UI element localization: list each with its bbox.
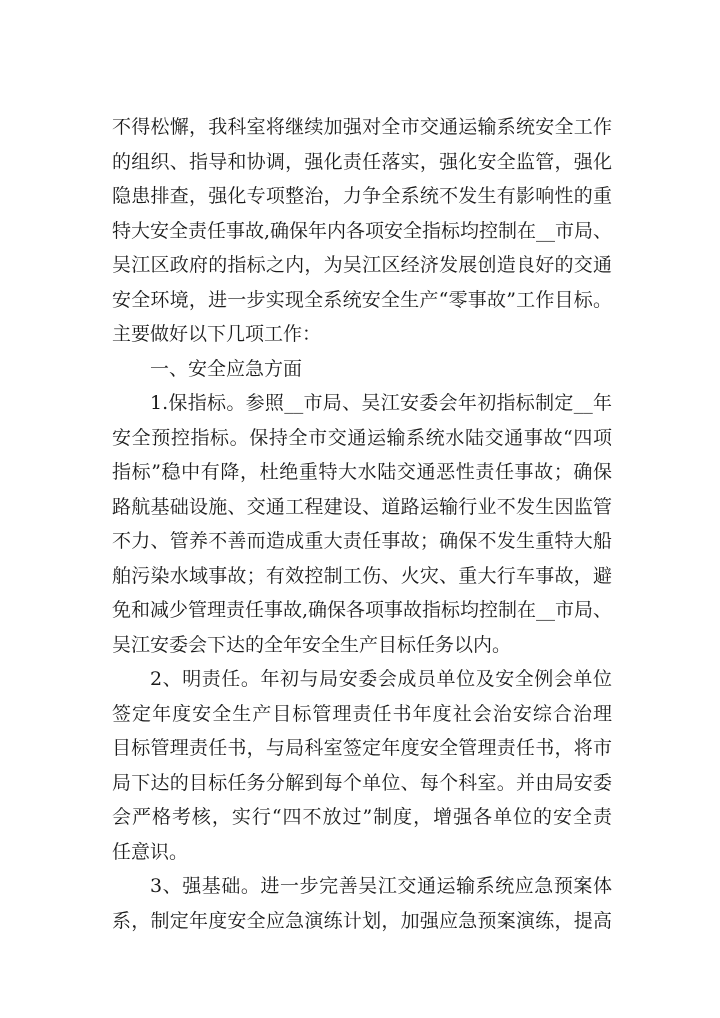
section-heading: 一、安全应急方面 [150, 357, 303, 380]
text-line: 舶污染水域事故；有效控制工伤、火灾、重大行车事故，避 [112, 564, 612, 587]
text-line: 会严格考核，实行“四不放过”制度，增强各单位的安全责 [112, 806, 612, 828]
text-line: 签定年度安全生产目标管理责任书年度社会治安综合治理 [112, 702, 612, 725]
text-line: 吴江区政府的指标之内，为吴江区经济发展创造良好的交通 [112, 254, 612, 276]
text-line: 主要做好以下几项工作： [112, 323, 322, 345]
text-line: 免和减少管理责任事故,确保各项事故指标均控制在__市局、 [112, 599, 613, 621]
text-line: 局下达的目标任务分解到每个单位、每个科室。并由局安委 [112, 771, 612, 794]
text-line: 隐患排查，强化专项整治，力争全系统不发生有影响性的重 [112, 185, 612, 207]
text-line: 特大安全责任事故,确保年内各项安全指标均控制在__市局、 [112, 219, 613, 242]
text-line: 1.保指标。参照__市局、吴江安委会年初指标制定__年 [150, 392, 612, 414]
text-line: 指标”稳中有降，杜绝重特大水陆交通恶性责任事故；确保 [112, 461, 612, 483]
text-line: 任意识。 [112, 840, 189, 863]
text-line: 的组织、指导和协调，强化责任落实，强化安全监管，强化 [112, 150, 612, 173]
document-body [112, 116, 612, 944]
text-line: 安全环境，进一步实现全系统安全生产“零事故”工作目标。 [112, 288, 612, 311]
text-line: 路航基础设施、交通工程建设、道路运输行业不发生因监管 [112, 495, 612, 518]
text-line: 2、明责任。年初与局安委会成员单位及安全例会单位 [150, 668, 612, 690]
text-line: 吴江安委会下达的全年安全生产目标任务以内。 [112, 633, 512, 656]
text-line: 3、强基础。进一步完善吴江交通运输系统应急预案体 [150, 875, 612, 897]
text-line: 系，制定年度安全应急演练计划，加强应急预案演练，提高 [112, 909, 612, 932]
text-line: 安全预控指标。保持全市交通运输系统水陆交通事故“四项 [112, 426, 612, 449]
text-line: 不得松懈，我科室将继续加强对全市交通运输系统安全工作 [112, 116, 612, 138]
text-line: 不力、管养不善而造成重大责任事故；确保不发生重特大船 [112, 530, 612, 552]
text-line: 目标管理责任书，与局科室签定年度安全管理责任书，将市 [112, 737, 612, 759]
